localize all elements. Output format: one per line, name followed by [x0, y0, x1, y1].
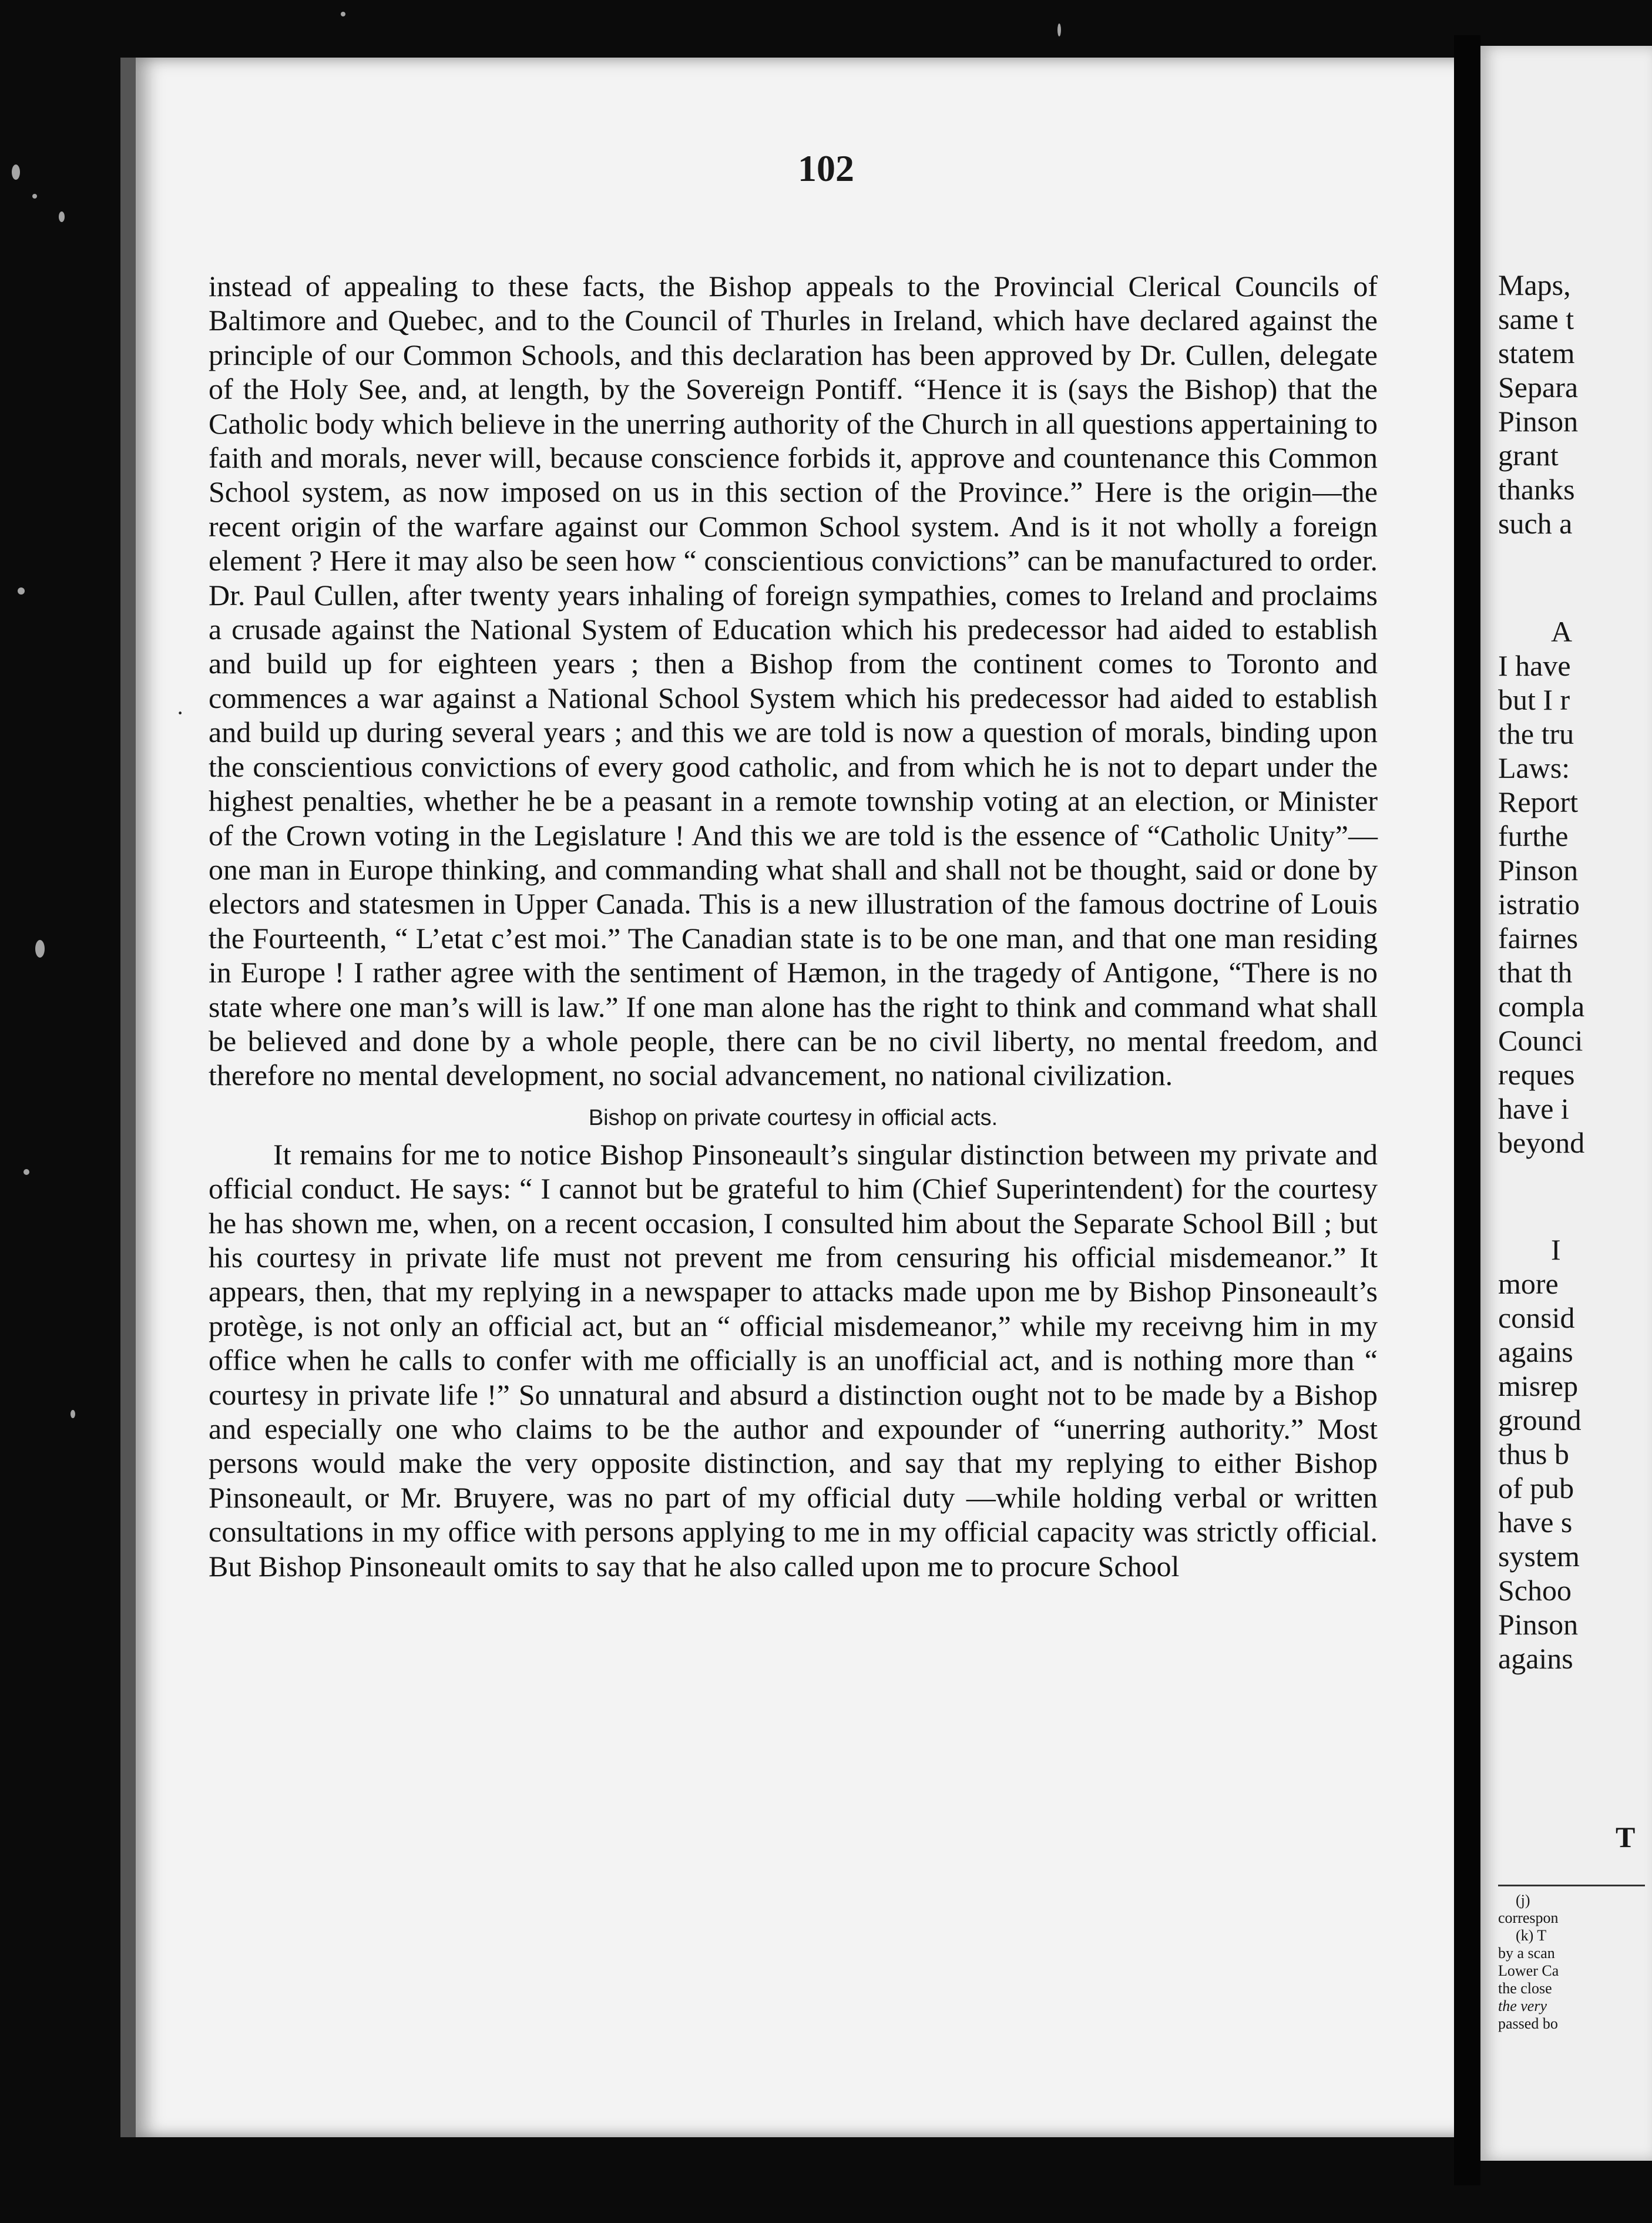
right-line: Schoo [1498, 1574, 1572, 1607]
right-line: the tru [1498, 717, 1574, 750]
scan-speck [35, 940, 45, 958]
right-line: Pinson [1498, 1608, 1579, 1641]
scan-speck [1057, 23, 1061, 36]
scan-speck [18, 587, 25, 595]
right-line: istratio [1498, 888, 1580, 921]
scan-speck [23, 1169, 29, 1175]
paragraph-1: instead of appealing to these facts, the Bishop appeals to the Provincial Clerical Councils of Baltimore and Quebec, and to the Council of Thurles in Ireland, which have declared against the principle of our Common Schools, and this declaration has been approved by Dr. Cullen, delegate of the Holy See, and, at length, by the Sovereign Pontiff. “Hence it is (says the Bishop) that the Catholic body which believe in the unerring authority of the Church in all questions appertaining to faith and morals, never will, because conscience forbids it, approve and countenance this Common School system, as now imposed on us in this section of the Province.” Here is the origin—the recent origin of the warfare against our Common School system. And is it not wholly a foreign element ? Here it may also be seen how “ conscientious convictions” can be manufactured to order. Dr. Paul Cullen, after twenty years inhaling of foreign sympathies, comes to Ireland and proclaims a crusade against the National System of Education which his predecessor had aided to establish and build up for eighteen years ; then a Bishop from the continent comes to Toronto and commences a war against a National School System which his predecessor had aided to establish and build up during several years ; and this we are told is now a question of morals, binding upon the conscientious convictions of every good catholic, and from which he is not to depart under the highest penalties, whether he be a peasant in a remote township voting at an election, or Minister of the Crown voting in the Legislature ! And this we are told is the essence of “Catholic Unity”—one man in Europe thinking, and commanding what shall and shall not be thought, said or done by electors and statesmen in Upper Canada. This is a new illustration of the famous doctrine of Louis the Fourteenth, “ L’etat c’est moi.” The Canadian state is to be one man, and that one man residing in Europe ! I rather agree with the sentiment of Hæmon, in the tragedy of Antigone, “There is no state where one man’s will is law.” If one man alone has the right to think and command what shall be believed and done by a whole people, there can be no civil liberty, no mental freedom, and therefore no mental development, no social advancement, no national civilization. [209, 270, 1378, 1092]
paragraph-2: It remains for me to notice Bishop Pinsoneault’s singular distinction between my private and official conduct. He says: “ I cannot but be grateful to him (Chief Superintendent) for the courtesy he has shown me, when, on a recent occasion, I consulted him about the Separate School Bill ; but his courtesy in private life must not prevent me from censuring his official misdemeanor.” It appears, then, that my replying in a newspaper to attacks made upon me by Bishop Pinsoneault’s protège, is not only an official act, but an “ official misdemeanor,” while my receivng him in my office when he calls to confer with me officially is an unofficial act, and is nothing more than “ courtesy in private life !” So unnatural and absurd a distinction ought not to be made by a Bishop and especially one who claims to be the author and expounder of “unerring authority.” Most persons would make the very opposite distinction, and say that my replying to either Bishop Pinsoneault, or Mr. Bruyere, was no part of my official duty —while holding verbal or written consultations in my office with persons applying to me in my official capacity was strictly official. But Bishop Pinsoneault omits to say that he also called upon me to procure School [209, 1137, 1378, 1583]
right-line: such a [1498, 507, 1573, 540]
scan-speck [59, 211, 65, 222]
footnote-line: by a scan [1498, 1945, 1555, 1962]
right-line: same t [1498, 303, 1574, 335]
footnote-line: the very [1498, 1997, 1547, 2014]
scan-speck [32, 194, 37, 199]
right-line: consid [1498, 1301, 1575, 1334]
right-line: have i [1498, 1092, 1569, 1125]
right-line: have s [1498, 1506, 1573, 1539]
right-heading-fragment: T [1616, 1821, 1636, 1853]
scan-speck [70, 1410, 75, 1418]
page-body [209, 269, 1378, 1583]
right-line: system [1498, 1540, 1580, 1573]
right-line: but I r [1498, 683, 1570, 716]
footnote-line: correspon [1498, 1909, 1559, 1926]
right-line: agains [1498, 1335, 1573, 1368]
right-line: Report [1498, 785, 1579, 818]
right-line: Maps, [1498, 268, 1571, 301]
scan-speck [341, 12, 345, 16]
right-line: Laws: [1498, 751, 1570, 784]
section-heading: Bishop on private courtesy in official acts. [588, 1105, 998, 1130]
right-page [1480, 46, 1652, 2161]
footnote-line: Lower Ca [1498, 1962, 1559, 1979]
footnote-line: the close [1498, 1980, 1552, 1997]
right-line: more [1498, 1267, 1559, 1300]
right-line: Pinson [1498, 405, 1579, 438]
right-line: grant [1498, 439, 1559, 472]
right-line: Pinson [1498, 854, 1579, 886]
right-line: misrep [1498, 1369, 1579, 1402]
footnote-line: (j) [1516, 1892, 1530, 1909]
right-line: agains [1498, 1642, 1573, 1675]
right-line: ground [1498, 1403, 1582, 1436]
margin-mark: · [176, 700, 184, 726]
right-line: that th [1498, 956, 1573, 989]
page-number: 102 [798, 147, 854, 189]
right-line: of pub [1498, 1472, 1574, 1505]
right-line: thus b [1498, 1438, 1569, 1470]
right-line: Counci [1498, 1024, 1583, 1057]
footnote-rule [1498, 1885, 1645, 1886]
footnote-line: (k) T [1516, 1927, 1547, 1944]
footnote-line: passed bo [1498, 2015, 1558, 2032]
right-line: furthe [1498, 820, 1569, 852]
right-line: Separa [1498, 371, 1579, 404]
right-line: I have [1498, 649, 1571, 682]
right-line: reques [1498, 1058, 1575, 1091]
right-line: statem [1498, 337, 1575, 370]
right-line: thanks [1498, 473, 1575, 506]
right-line: beyond [1498, 1126, 1585, 1159]
right-line: compla [1498, 990, 1585, 1023]
right-line: I [1551, 1233, 1561, 1266]
right-line: A [1551, 615, 1573, 648]
right-line: fairnes [1498, 922, 1579, 955]
page-gutter [1454, 35, 1480, 2185]
